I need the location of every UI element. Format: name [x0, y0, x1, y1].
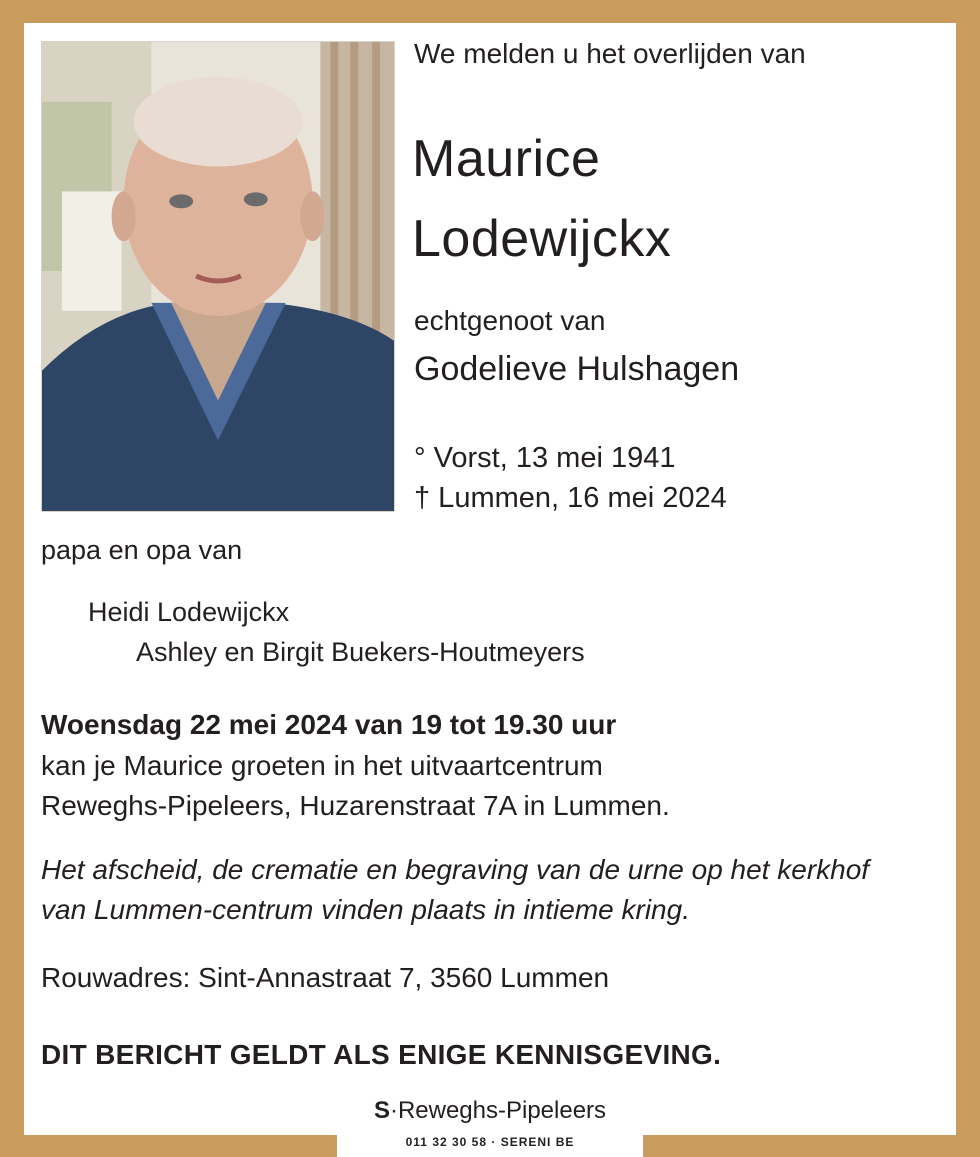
farewell-line-1: Het afscheid, de crematie en begraving van de urne op het kerkhof	[41, 854, 870, 885]
visitation-date: Woensdag 22 mei 2024 van 19 tot 19.30 uur	[41, 709, 617, 740]
death-date: † Lummen, 16 mei 2024	[414, 482, 727, 514]
farewell-line-2: van Lummen-centrum vinden plaats in intieme kring.	[41, 894, 690, 925]
undertaker-contact: 011 32 30 58 · SERENI BE	[405, 1135, 575, 1149]
deceased-last-name: Lodewijckx	[412, 210, 672, 268]
spouse-name: Godelieve Hulshagen	[414, 350, 740, 388]
portrait-photo	[41, 41, 395, 512]
announcement-text: We melden u het overlijden van	[414, 38, 806, 69]
undertaker-logo-icon: S	[373, 1097, 390, 1124]
visitation-line-1: kan je Maurice groeten in het uitvaartcentrum	[41, 750, 603, 781]
birth-date: ° Vorst, 13 mei 1941	[414, 442, 676, 474]
family-label: papa en opa van	[41, 535, 243, 565]
undertaker-label: ·Reweghs-Pipeleers	[389, 1097, 607, 1124]
grandchildren-names: Ashley en Birgit Buekers-Houtmeyers	[136, 637, 585, 667]
notice-text: DIT BERICHT GELDT ALS ENIGE KENNISGEVING.	[41, 1039, 722, 1070]
spouse-label: echtgenoot van	[414, 305, 606, 336]
mourning-address: Rouwadres: Sint-Annastraat 7, 3560 Lummen	[41, 962, 610, 993]
child-name: Heidi Lodewijckx	[88, 597, 290, 627]
visitation-line-2: Reweghs-Pipeleers, Huzarenstraat 7A in Lummen.	[41, 790, 670, 821]
undertaker-name	[0, 1097, 980, 1125]
deceased-first-name: Maurice	[412, 130, 601, 188]
